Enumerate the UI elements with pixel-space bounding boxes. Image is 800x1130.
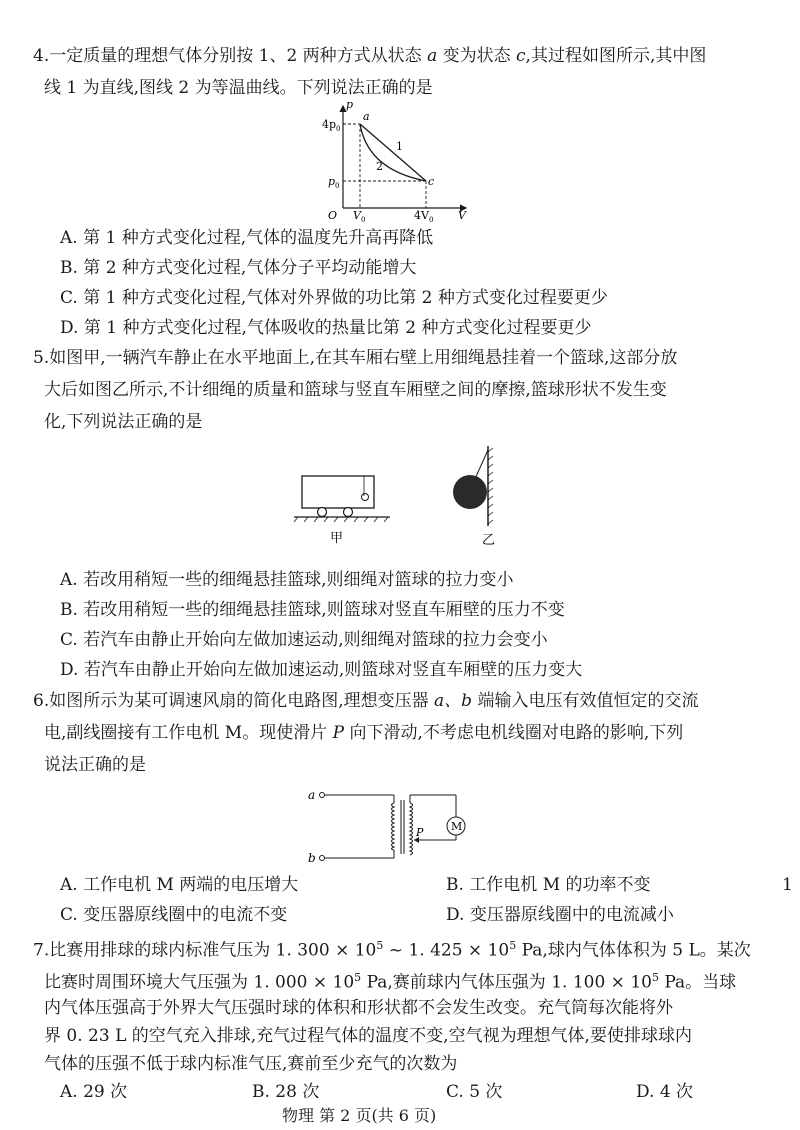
- q6-option-d: D. 变压器原线圈中的电流减小: [446, 905, 674, 925]
- q4-option-c: C. 第 1 种方式变化过程,气体对外界做的功比第 2 种方式变化过程要更少: [60, 288, 608, 308]
- p-axis-label: p: [346, 98, 354, 111]
- process-line-1: [360, 124, 426, 181]
- q7-option-d: D. 4 次: [636, 1082, 694, 1102]
- q5-option-b: B. 若改用稍短一些的细绳悬挂篮球,则篮球对竖直车厢壁的压力不变: [60, 600, 565, 620]
- q4-option-b: B. 第 2 种方式变化过程,气体分子平均动能增大: [60, 258, 417, 278]
- basketball: [453, 475, 487, 509]
- q4-option-a: A. 第 1 种方式变化过程,气体的温度先升高再降低: [60, 228, 434, 248]
- margin-mark: 1: [782, 875, 793, 895]
- q7-line-3: 内气体压强高于外界大气压强时球的体积和形状都不会发生改变。充气筒每次能将外: [44, 998, 673, 1018]
- q7-option-b: B. 28 次: [252, 1082, 320, 1102]
- curve-2-label: 2: [376, 160, 383, 173]
- q5-stem-line-2: 大后如图乙所示,不计细绳的质量和篮球与竖直车厢壁之间的摩擦,篮球形状不发生变: [44, 380, 667, 400]
- q5-option-d: D. 若汽车由静止开始向左做加速运动,则篮球对竖直车厢壁的压力变大: [60, 660, 583, 680]
- q6-stem-line-3: 说法正确的是: [44, 755, 146, 775]
- v-axis-label: V: [458, 209, 466, 222]
- terminal-b-label: b: [308, 851, 316, 865]
- q6-stem-line-2: 电,副线圈接有工作电机 M。现使滑片 P 向下滑动,不考虑电机线圈对电路的影响,下列: [44, 723, 684, 743]
- tick-4p0: $4p_0$: [322, 118, 341, 133]
- label-yi: 乙: [482, 533, 496, 548]
- q7-option-c: C. 5 次: [446, 1082, 503, 1102]
- q6-stem-line-1: 6.如图所示为某可调速风扇的简化电路图,理想变压器 a、b 端输入电压有效值恒定的交流: [33, 691, 699, 711]
- tick-4v0: $4V_0$: [414, 209, 434, 224]
- terminal-a: [320, 793, 325, 798]
- origin-label: O: [328, 209, 338, 222]
- label-jia: 甲: [330, 531, 344, 546]
- point-a-label: a: [363, 110, 370, 123]
- q6-option-c: C. 变压器原线圈中的电流不变: [60, 905, 288, 925]
- curve-1-label: 1: [396, 140, 403, 153]
- q4-option-d: D. 第 1 种方式变化过程,气体吸收的热量比第 2 种方式变化过程要更少: [60, 318, 592, 338]
- tick-p0: $p_0$: [328, 175, 340, 190]
- q5-stem-line-3: 化,下列说法正确的是: [44, 412, 203, 432]
- q7-line-4: 界 0. 23 L 的空气充入排球,充气过程气体的温度不变,空气视为理想气体,要使排球球内: [44, 1026, 692, 1046]
- q5-option-a: A. 若改用稍短一些的细绳悬挂篮球,则细绳对篮球的拉力变小: [60, 570, 514, 590]
- q6-option-a: A. 工作电机 M 两端的电压增大: [60, 875, 299, 895]
- q5-stem-line-1: 5.如图甲,一辆汽车静止在水平地面上,在其车厢右壁上用细绳悬挂着一个篮球,这部分放: [33, 348, 678, 368]
- q4-stem-line-2: 线 1 为直线,图线 2 为等温曲线。下列说法正确的是: [44, 78, 433, 98]
- terminal-b: [320, 856, 325, 861]
- motor-label: M: [451, 820, 463, 833]
- transformer-circuit: [306, 788, 476, 872]
- tick-v0: $V_0$: [353, 209, 366, 224]
- wheel-left: [318, 508, 327, 517]
- pv-diagram: [308, 98, 478, 223]
- slider-label: P: [416, 826, 424, 839]
- secondary-coil: [410, 803, 413, 855]
- q7-line-5: 气体的压强不低于球内标准气压,赛前至少充气的次数为: [44, 1054, 458, 1074]
- q6-option-b: B. 工作电机 M 的功率不变: [446, 875, 651, 895]
- q7-option-a: A. 29 次: [60, 1082, 128, 1102]
- page-footer: 物理 第 2 页(共 6 页): [282, 1106, 437, 1125]
- primary-coil: [392, 803, 395, 850]
- q4-stem-line-1: 4.一定质量的理想气体分别按 1、2 两种方式从状态 a 变为状态 c,其过程如图所示,其中图: [33, 46, 707, 66]
- small-ball: [362, 494, 369, 501]
- terminal-a-label: a: [308, 788, 316, 802]
- ball-figure-yi: [440, 444, 510, 552]
- car-body: [302, 476, 374, 508]
- point-c-label: c: [428, 175, 435, 188]
- q5-option-c: C. 若汽车由静止开始向左做加速运动,则细绳对篮球的拉力会变小: [60, 630, 548, 650]
- car-figure-jia: [292, 470, 392, 550]
- wheel-right: [344, 508, 353, 517]
- q7-line-1: 7.比赛用排球的球内标准气压为 1. $300 \times 10^5$ ~ 1. $425 \times 10^5$ Pa,球内气体体积为 5 L。某次: [33, 939, 751, 961]
- q7-line-2: 比赛时周围环境大气压强为 1. $000 \times 10^5$ Pa,赛前球内气体压强为 1. $100 \times 10^5$ Pa。当球: [44, 971, 737, 993]
